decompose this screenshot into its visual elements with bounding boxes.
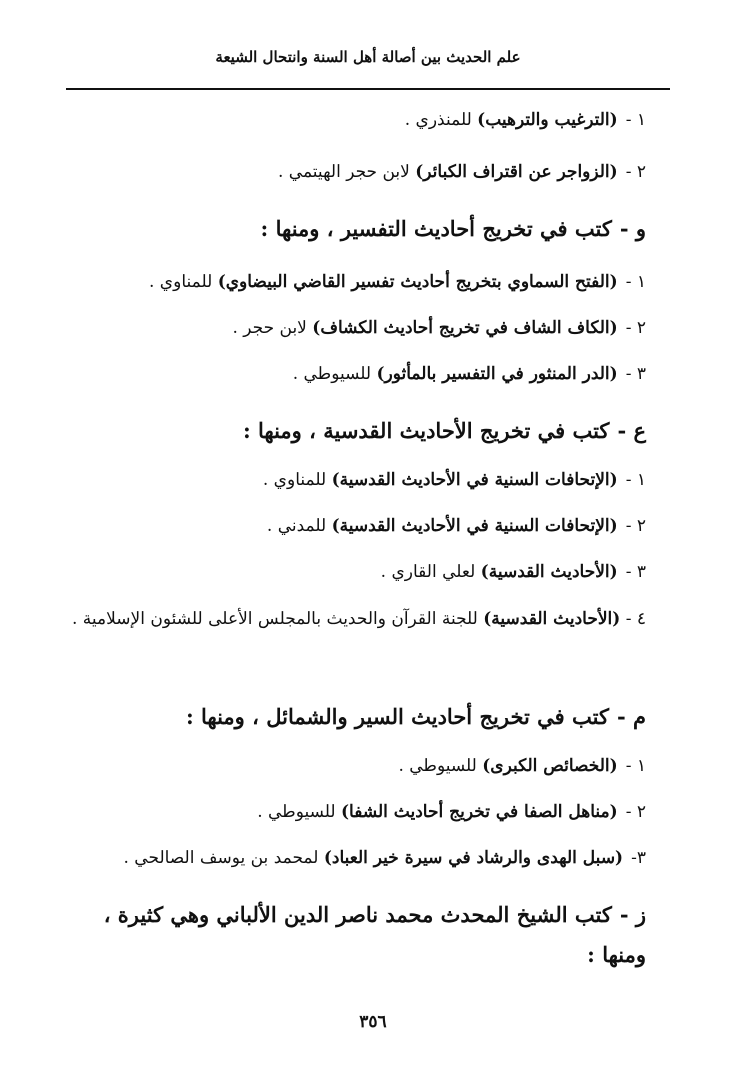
book-author: لعلي القاري . [380, 562, 481, 582]
section-letter: و - [619, 216, 646, 241]
book-title: (الزواجر عن اقتراف الكبائر) [415, 162, 618, 182]
book-author: للجنة القرآن والحديث بالمجلس الأعلى للشئون الإسلامية . [72, 609, 484, 629]
book-title: (الفتح السماوي بتخريج أحاديث تفسير القاضي البيضاوي) [217, 272, 618, 292]
section-title: كتب في تخريج أحاديث السير والشمائل ، ومنها : [185, 704, 609, 729]
item-number: ١ - [625, 272, 646, 292]
book-title: (الأحاديث القدسية) [480, 562, 618, 582]
book-title: (الإتحافات السنية في الأحاديث القدسية) [331, 470, 618, 490]
section-letter: ز - [619, 902, 646, 927]
list-item [60, 162, 646, 182]
book-author: للمدني . [266, 516, 332, 536]
item-number: ٤ - [625, 609, 646, 629]
item-number: ٢ - [625, 318, 646, 338]
list-item [60, 562, 646, 582]
running-header: علم الحديث بين أصالة أهل السنة وانتحال الشيعة [215, 48, 521, 66]
item-number: ١ - [625, 756, 646, 776]
section-letter: ع - [617, 418, 646, 443]
book-title: (الكاف الشاف في تخريج أحاديث الكشاف) [312, 318, 618, 338]
list-item [60, 318, 646, 338]
item-number: ٣ - [625, 364, 646, 384]
book-title: (سبل الهدى والرشاد في سيرة خير العباد) [323, 848, 624, 868]
list-item [60, 756, 646, 776]
book-author: للمناوي . [262, 470, 332, 490]
section-title: كتب في تخريج أحاديث التفسير ، ومنها : [260, 216, 612, 241]
section-heading [40, 418, 646, 443]
section-title: كتب الشيخ المحدث محمد ناصر الدين الألباني وهي كثيرة ، [103, 902, 612, 927]
book-title: (الخصائص الكبرى) [482, 756, 618, 776]
section-heading [40, 902, 646, 927]
header-rule [66, 88, 670, 90]
item-number: ١ - [625, 110, 646, 130]
item-number: ٣ - [625, 562, 646, 582]
section-heading [40, 704, 646, 729]
book-title: (الترغيب والترهيب) [477, 110, 618, 130]
item-number: ٣- [631, 848, 646, 868]
book-title: (الدر المنثور في التفسير بالمأثور) [376, 364, 618, 384]
book-title: (الأحاديث القدسية) [483, 609, 621, 629]
list-item [60, 470, 646, 490]
section-heading [40, 216, 646, 241]
book-author: للسيوطي . [398, 756, 483, 776]
book-author: للسيوطي . [257, 802, 341, 822]
section-title: كتب في تخريج الأحاديث القدسية ، ومنها : [242, 418, 610, 443]
item-number: ٢ - [625, 516, 646, 536]
list-item [60, 848, 646, 868]
book-title: (مناهل الصفا في تخريج أحاديث الشفا) [341, 802, 618, 822]
book-author: للمنذري . [404, 110, 478, 130]
book-author: للمناوي . [149, 272, 218, 292]
book-author: لابن حجر . [232, 318, 313, 338]
book-author: لابن حجر الهيتمي . [278, 162, 416, 182]
list-item [60, 364, 646, 384]
item-number: ١ - [625, 470, 646, 490]
list-item [60, 516, 646, 536]
list-item [60, 802, 646, 822]
list-item [64, 600, 646, 638]
item-number: ٢ - [625, 802, 646, 822]
book-author: للسيوطي . [292, 364, 377, 384]
list-item [60, 110, 646, 130]
item-number: ٢ - [625, 162, 646, 182]
list-item [60, 272, 646, 292]
page-number: ٣٥٦ [359, 1012, 387, 1032]
section-letter: م - [616, 704, 646, 729]
book-author: لمحمد بن يوسف الصالحي . [123, 848, 324, 868]
book-title: (الإتحافات السنية في الأحاديث القدسية) [331, 516, 618, 536]
section-heading-continuation: ومنها : [587, 942, 646, 967]
